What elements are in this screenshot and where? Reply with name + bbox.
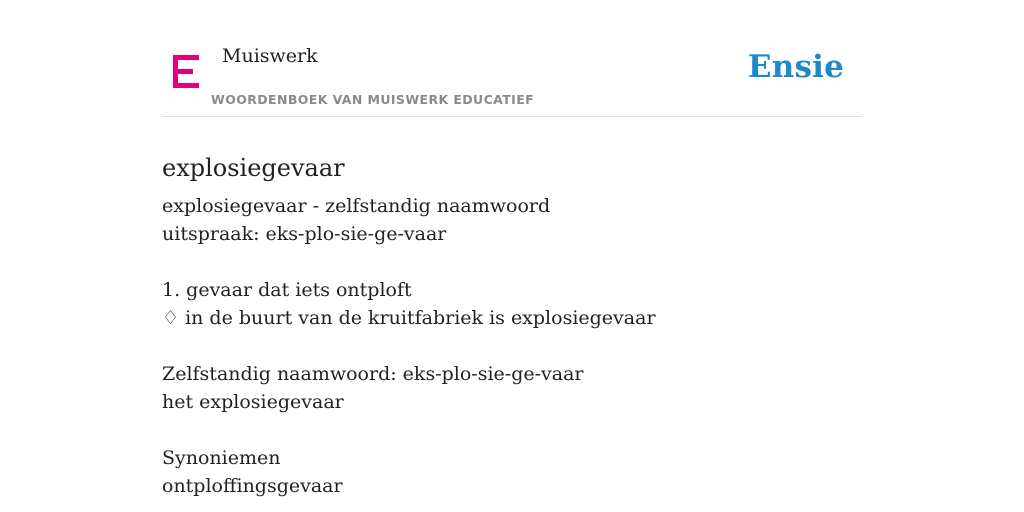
entry-line-example: ♢ in de buurt van de kruitfabriek is explosiegevaar — [162, 307, 656, 329]
entry-title: explosiegevaar — [162, 154, 345, 183]
entry-line-article: het explosiegevaar — [162, 391, 344, 413]
entry-line-definition: 1. gevaar dat iets ontploft — [162, 279, 412, 301]
entry-line-word-class: Zelfstandig naamwoord: eks-plo-sie-ge-vaar — [162, 363, 584, 385]
entry-line-headword: explosiegevaar - zelfstandig naamwoord — [162, 195, 551, 217]
entry-line-synonyms-heading: Synoniemen — [162, 447, 281, 469]
entry-spacer — [162, 332, 656, 360]
ensie-brand-logo[interactable]: Ensie — [747, 49, 844, 85]
entry-spacer — [162, 416, 656, 444]
site-tagline: WOORDENBOEK VAN MUISWERK EDUCATIEF — [211, 92, 535, 107]
entry-line-pronunciation: uitspraak: eks-plo-sie-ge-vaar — [162, 223, 447, 245]
entry-line-synonym: ontploffingsgevaar — [162, 475, 343, 497]
entry-spacer — [162, 248, 656, 276]
site-name[interactable]: Muiswerk — [222, 45, 318, 67]
muiswerk-logo-icon[interactable] — [173, 55, 199, 88]
page-container — [162, 0, 862, 497]
entry-body — [162, 192, 656, 500]
site-header — [162, 0, 862, 117]
